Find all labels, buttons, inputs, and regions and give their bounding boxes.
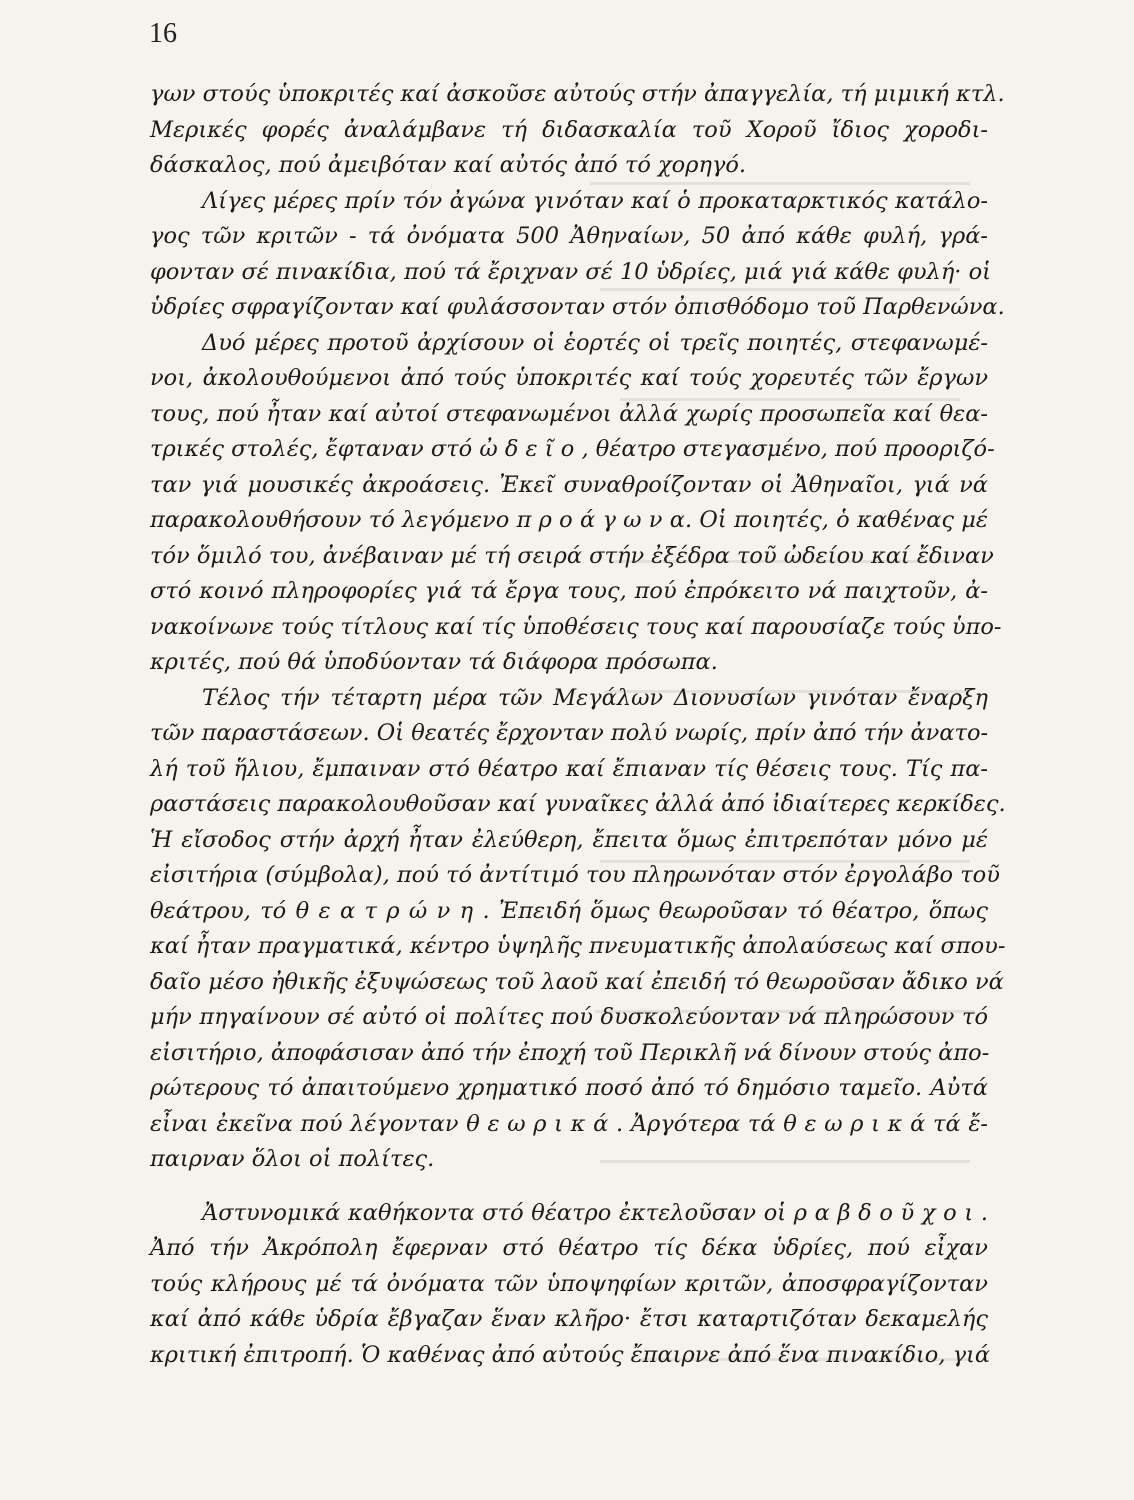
text-line: κριτές, πού θά ὑποδύονταν τά διάφορα πρόσωπα.	[150, 649, 718, 675]
text-line: τους, πού ἦταν καί αὐτοί στεφανωμένοι ἀλλά χωρίς προσωπεῖα καί θεα-	[150, 400, 988, 427]
text-line: τόν ὅμιλό του, ἀνέβαιναν μέ τή σειρά στήν ἐξέδρα τοῦ ὠδείου καί ἔδιναν	[150, 542, 994, 569]
text-line: γων στούς ὑποκριτές καί ἀσκοῦσε αὐτούς στήν ἀπαγγελία, τή μιμική κτλ.	[150, 81, 1005, 107]
text-line: Ἀστυνομικά καθήκοντα στό θέατρο ἐκτελοῦσαν οἱ ρ α β δ ο ῦ χ ο ι .	[202, 1199, 988, 1226]
text-line: παρακολουθήσουν τό λεγόμενο π ρ ο ά γ ω ν α. Οἱ ποιητές, ὁ καθένας μέ	[150, 507, 988, 533]
text-line: Ἡ εἴσοδος στήν ἀρχή ἦταν ἐλεύθερη, ἔπειτα ὅμως ἐπιτρεπόταν μόνο μέ	[150, 826, 988, 853]
text-line: ὑδρίες σφραγίζονταν καί φυλάσσονταν στόν ὀπισθόδομο τοῦ Παρθενώνα.	[150, 294, 1005, 320]
text-line: δαῖο μέσο ἠθικῆς ἐξυψώσεως τοῦ λαοῦ καί ἐπειδή τό θεωροῦσαν ἄδικο νά	[150, 968, 1004, 995]
text-line: Ἀπό τήν Ἀκρόπολη ἔφερναν στό θέατρο τίς δέκα ὑδρίες, πού εἶχαν	[150, 1235, 988, 1261]
text-line: ραστάσεις παρακολουθοῦσαν καί γυναῖκες ἀλλά ἀπό ἰδιαίτερες κερκίδες.	[150, 791, 1006, 817]
text-line: καί ἦταν πραγματικά, κέντρο ὑψηλῆς πνευματικῆς ἀπολαύσεως καί σπου-	[150, 933, 1006, 959]
text-line: μήν πηγαίνουν σέ αὐτό οἱ πολίτες πού δυσκολεύονταν νά πληρώσουν τό	[150, 1004, 988, 1030]
text-line: εἶναι ἐκεῖνα πού λέγονταν θ ε ω ρ ι κ ά . Ἀργότερα τά θ ε ω ρ ι κ ά τά ἔ-	[150, 1110, 988, 1137]
text-line: Λίγες μέρες πρίν τόν ἀγώνα γινόταν καί ὁ προκαταρκτικός κατάλο-	[202, 187, 988, 214]
text-line: νοι, ἀκολουθούμενοι ἀπό τούς ὑποκριτές καί τούς χορευτές τῶν ἔργων	[150, 365, 988, 391]
text-line: τρικές στολές, ἔφταναν στό ὠ δ ε ῖ ο , θέατρο στεγασμένο, πού προοριζό-	[150, 436, 995, 462]
text-line: Μερικές φορές ἀναλάμβανε τή διδασκαλία τοῦ Χοροῦ ἴδιος χοροδι-	[150, 116, 988, 143]
text-line: νακοίνωνε τούς τίτλους καί τίς ὑποθέσεις τους καί παρουσίαζε τούς ὑπο-	[150, 613, 1002, 640]
text-line: παιρναν ὅλοι οἱ πολίτες.	[150, 1146, 435, 1172]
text-line: φονταν σέ πινακίδια, πού τά ἔριχναν σέ 10 ὑδρίες, μιά γιά κάθε φυλή· οἱ	[150, 258, 991, 285]
text-line: καί ἀπό κάθε ὑδρία ἔβγαζαν ἕναν κλῆρο· ἔτσι καταρτιζόταν δεκαμελής	[150, 1306, 988, 1332]
text-line: θεάτρου, τό θ ε α τ ρ ώ ν η . Ἐπειδή ὅμως θεωροῦσαν τό θέατρο, ὅπως	[150, 897, 988, 924]
text-line: γος τῶν κριτῶν - τά ὀνόματα 500 Ἀθηναίων, 50 ἀπό κάθε φυλή, γρά-	[150, 223, 988, 249]
text-line: λή τοῦ ἥλιου, ἔμπαιναν στό θέατρο καί ἔπιαναν τίς θέσεις τους. Τίς πα-	[150, 755, 988, 782]
text-line: στό κοινό πληροφορίες γιά τά ἔργα τους, πού ἐπρόκειτο νά παιχτοῦν, ἀ-	[150, 578, 988, 604]
text-line: Δυό μέρες προτοῦ ἀρχίσουν οἱ ἑορτές οἱ τρεῖς ποιητές, στεφανωμέ-	[202, 329, 988, 356]
text-line: ρώτερους τό ἀπαιτούμενο χρηματικό ποσό ἀπό τό δημόσιο ταμεῖο. Αὐτά	[150, 1075, 988, 1101]
text-line: τούς κλήρους μέ τά ὀνόματα τῶν ὑποψηφίων κριτῶν, ἀποσφραγίζονταν	[150, 1270, 988, 1297]
body-text	[150, 77, 1006, 1373]
text-line: εἰσιτήριο, ἀποφάσισαν ἀπό τήν ἐποχή τοῦ Περικλῆ νά δίνουν στούς ἀπο-	[150, 1039, 990, 1066]
text-line: εἰσιτήρια (σύμβολα), πού τό ἀντίτιμό του πληρωνόταν στόν ἐργολάβο τοῦ	[150, 862, 1000, 888]
text-line: κριτική ἐπιτροπή. Ὁ καθένας ἀπό αὐτούς ἔπαιρνε ἀπό ἕνα πινακίδιο, γιά	[150, 1341, 991, 1368]
text-line: Τέλος τήν τέταρτη μέρα τῶν Μεγάλων Διονυσίων γινόταν ἔναρξη	[202, 684, 988, 711]
text-line: δάσκαλος, πού ἀμειβόταν καί αὐτός ἀπό τό χορηγό.	[150, 152, 747, 178]
text-line: τῶν παραστάσεων. Οἱ θεατές ἔρχονταν πολύ νωρίς, πρίν ἀπό τήν ἀνατο-	[150, 720, 989, 746]
text-line: ταν γιά μουσικές ἀκροάσεις. Ἐκεῖ συναθροίζονταν οἱ Ἀθηναῖοι, γιά νά	[150, 471, 988, 498]
page-number: 16	[149, 18, 177, 49]
